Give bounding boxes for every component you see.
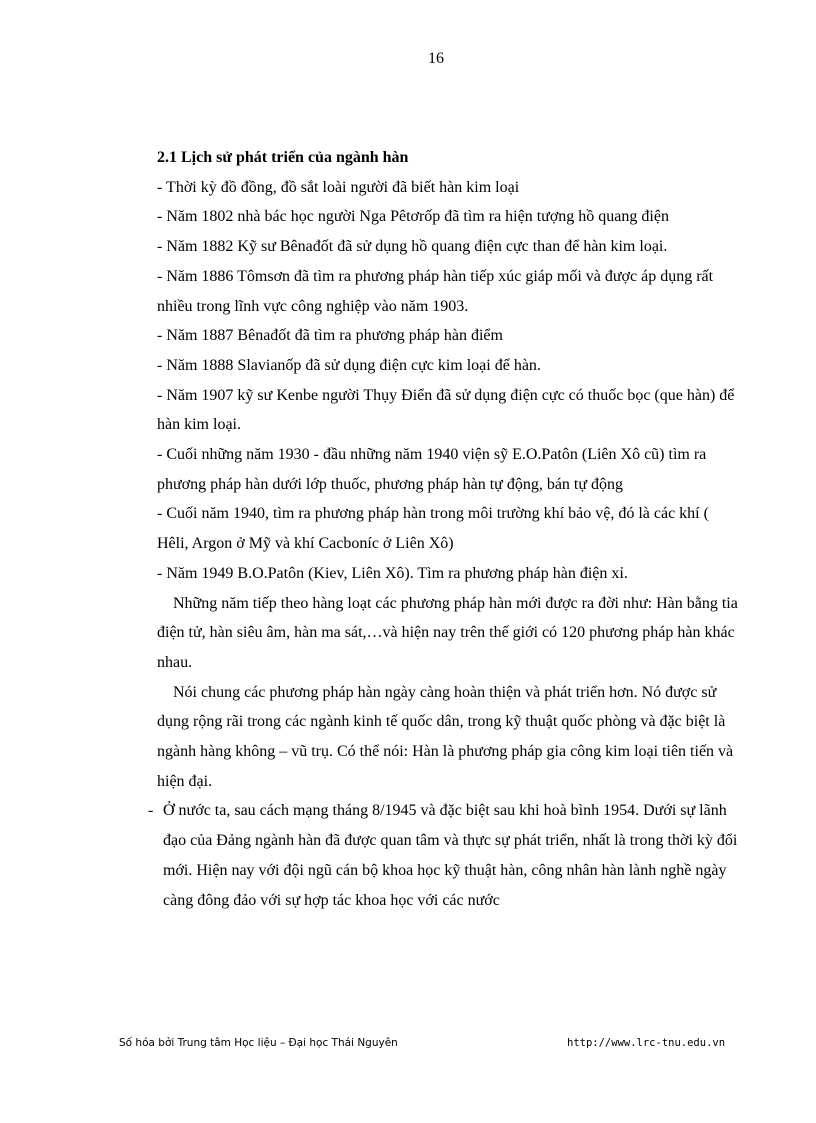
document-body — [148, 143, 740, 915]
bullet-item — [148, 796, 740, 915]
history-item: - Năm 1907 kỹ sư Kenbe người Thụy Điển đã sử dụng điện cực có thuốc bọc (que hàn) để hàn kim loại. — [157, 386, 735, 434]
body-paragraph: Nói chung các phương pháp hàn ngày càng hoàn thiện và phát triển hơn. Nó được sử dụng rộng rãi trong các ngành kinh tế quốc dân, trong kỹ thuật quốc phòng và đặc biệt là ngành hàng không – vũ trụ. Có thể nói: Hàn là phương pháp gia công kim loại tiên tiến và hiện đại. — [157, 683, 734, 790]
history-item: - Năm 1882 Kỹ sư Bênađốt đã sử dụng hồ quang điện cực than để hàn kim loại. — [157, 238, 668, 256]
history-item: - Năm 1888 Slavianốp đã sử dụng điện cực kim loại để hàn. — [157, 356, 541, 374]
footer-url: http://www.lrc-tnu.edu.vn — [567, 1037, 726, 1049]
history-item: - Năm 1949 B.O.Patôn (Kiev, Liên Xô). Tìm ra phương pháp hàn điện xỉ. — [157, 564, 628, 582]
page-number: 16 — [428, 50, 444, 67]
history-item: - Năm 1886 Tômsơn đã tìm ra phương pháp hàn tiếp xúc giáp mối và được áp dụng rất nhiều trong lĩnh vực công nghiệp vào năm 1903. — [157, 267, 714, 315]
footer-source: Số hóa bởi Trung tâm Học liệu – Đại học Thái Nguyên — [119, 1037, 398, 1049]
history-item: - Cuối năm 1940, tìm ra phương pháp hàn trong môi trường khí bảo vệ, đó là các khí ( Hêli, Argon ở Mỹ và khí Cacboníc ở Liên Xô) — [157, 505, 709, 553]
history-item: - Cuối những năm 1930 - đầu những năm 1940 viện sỹ E.O.Patôn (Liên Xô cũ) tìm ra phương pháp hàn dưới lớp thuốc, phương pháp hàn tự động, bán tự động — [157, 446, 707, 493]
section-heading: 2.1 Lịch sử phát triển của ngành hàn — [157, 149, 409, 166]
history-item: - Thời kỳ đồ đồng, đồ sắt loài người đã biết hàn kim loại — [157, 178, 520, 196]
bullet-dash: - — [148, 802, 154, 820]
history-item: - Năm 1802 nhà bác học người Nga Pêtơrốp đã tìm ra hiện tượng hồ quang điện — [157, 208, 669, 226]
body-paragraph: Những năm tiếp theo hàng loạt các phương pháp hàn mới được ra đời như: Hàn bằng tia điện tử, hàn siêu âm, hàn ma sát,…và hiện nay trên thế giới có 120 phương pháp hàn khác nhau. — [157, 594, 738, 671]
bullet-text: Ở nước ta, sau cách mạng tháng 8/1945 và đặc biệt sau khi hoà bình 1954. Dưới sự lãnh đạo của Đảng ngành hàn đã được quan tâm và thực sự phát triển, nhất là trong thời kỳ đổi mới. Hiện nay với đội ngũ cán bộ khoa học kỹ thuật hàn, công nhân hàn lành nghề ngày càng đông đảo với sự hợp tác khoa học với các nước — [163, 802, 738, 909]
history-item: - Năm 1887 Bênađốt đã tìm ra phương pháp hàn điểm — [157, 327, 503, 345]
